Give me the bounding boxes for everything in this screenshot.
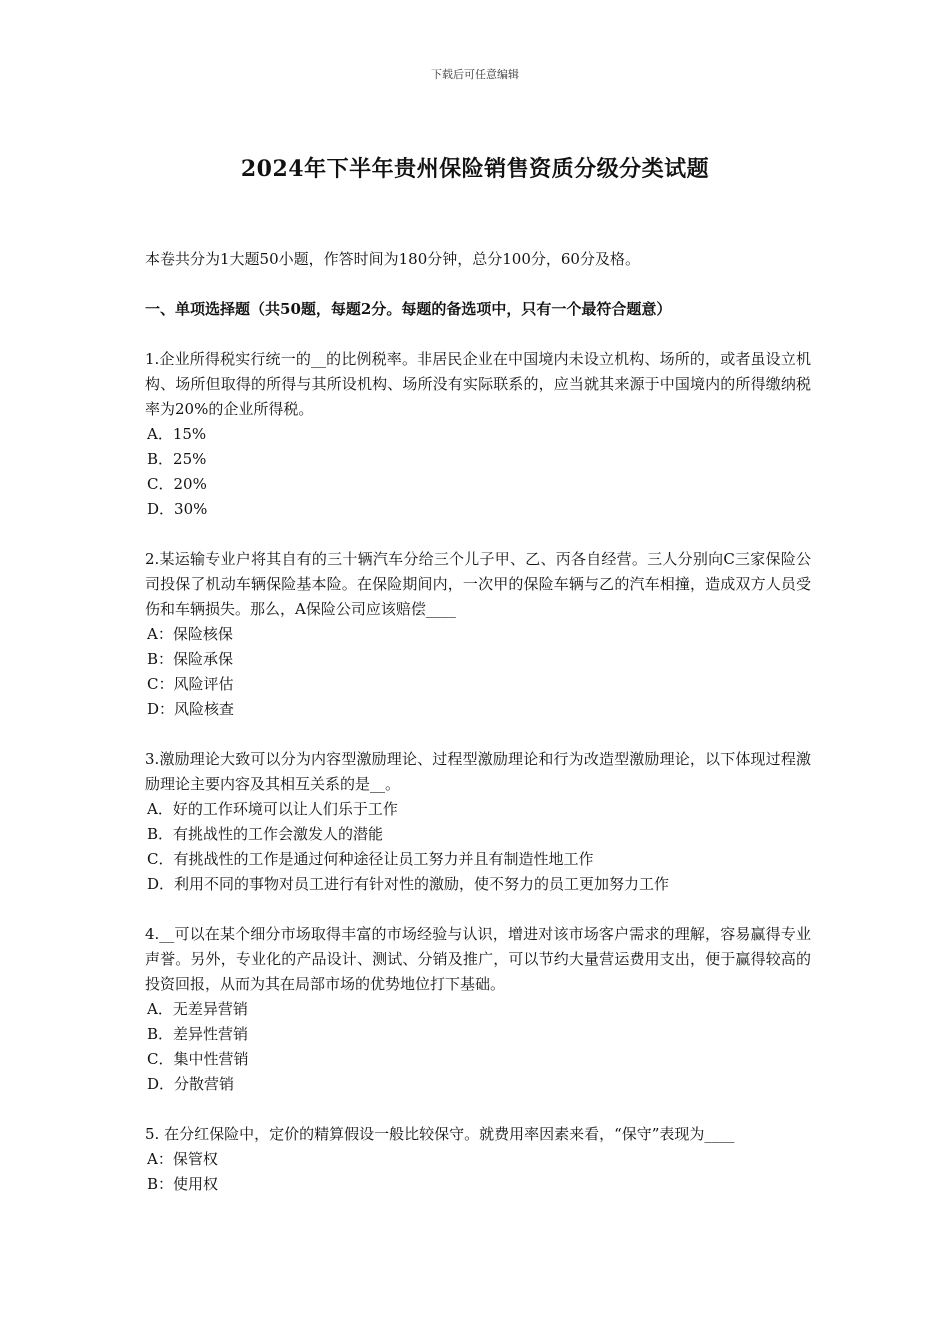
option-d: D：风险核查 [147, 700, 235, 718]
document-title: 2024年下半年贵州保险销售资质分级分类试题 [240, 156, 710, 182]
option-b: B．差异性营销 [147, 1025, 249, 1043]
section-heading: 一、单项选择题（共50题，每题2分。每题的备选项中，只有一个最符合题意） [145, 300, 672, 318]
option-d: D．30% [147, 500, 208, 518]
option-list [145, 622, 811, 722]
option-a: A：保险核保 [147, 625, 233, 643]
question-stem: 2.某运输专业户将其自有的三十辆汽车分给三个儿子甲、乙、丙各自经营。三人分别向C三家保险公司投保了机动车辆保险基本险。在保险期间内，一次甲的保险车辆与乙的汽车相撞，造成双方人员受伤和车辆损失。那么，A保险公司应该赔偿____ [145, 550, 811, 618]
option-a: A．无差异营销 [147, 1000, 248, 1018]
question-stem: 3.激励理论大致可以分为内容型激励理论、过程型激励理论和行为改造型激励理论，以下体现过程激励理论主要内容及其相互关系的是__。 [145, 750, 811, 793]
question-3 [145, 747, 811, 897]
question-stem: 1.企业所得税实行统一的__的比例税率。非居民企业在中国境内未设立机构、场所的，或者虽设立机构、场所但取得的所得与其所设机构、场所没有实际联系的，应当就其来源于中国境内的所得缴纳税率为20%的企业所得税。 [145, 350, 811, 418]
exam-intro: 本卷共分为1大题50小题，作答时间为180分钟，总分100分，60分及格。 [145, 250, 640, 268]
question-2 [145, 547, 811, 722]
option-c: C．集中性营销 [147, 1050, 249, 1068]
option-d: D．分散营销 [147, 1075, 235, 1093]
document-body [145, 247, 811, 1222]
question-stem: 4.__可以在某个细分市场取得丰富的市场经验与认识，增进对该市场客户需求的理解，容易赢得专业声誉。另外，专业化的产品设计、测试、分销及推广，可以节约大量营运费用支出，便于赢得较高的投资回报，从而为其在局部市场的优势地位打下基础。 [145, 925, 811, 993]
header-note: 下载后可任意编辑 [431, 68, 519, 81]
option-a: A．15% [147, 425, 207, 443]
option-b: B：使用权 [147, 1175, 219, 1193]
question-4 [145, 922, 811, 1097]
question-1 [145, 347, 811, 522]
option-c: C．有挑战性的工作是通过何种途径让员工努力并且有制造性地工作 [147, 850, 594, 868]
option-c: C．20% [147, 475, 207, 493]
option-d: D．利用不同的事物对员工进行有针对性的激励，使不努力的员工更加努力工作 [147, 875, 670, 893]
option-list [145, 997, 811, 1097]
option-list [145, 1147, 811, 1197]
option-a: A：保管权 [147, 1150, 218, 1168]
option-b: B：保险承保 [147, 650, 234, 668]
option-list [145, 422, 811, 522]
option-list [145, 797, 811, 897]
option-b: B．25% [147, 450, 207, 468]
option-a: A．好的工作环境可以让人们乐于工作 [147, 800, 398, 818]
question-stem: 5. 在分红保险中，定价的精算假设一般比较保守。就费用率因素来看，“保守”表现为____ [145, 1125, 735, 1143]
question-5 [145, 1122, 811, 1197]
option-c: C：风险评估 [147, 675, 234, 693]
option-b: B．有挑战性的工作会激发人的潜能 [147, 825, 384, 843]
